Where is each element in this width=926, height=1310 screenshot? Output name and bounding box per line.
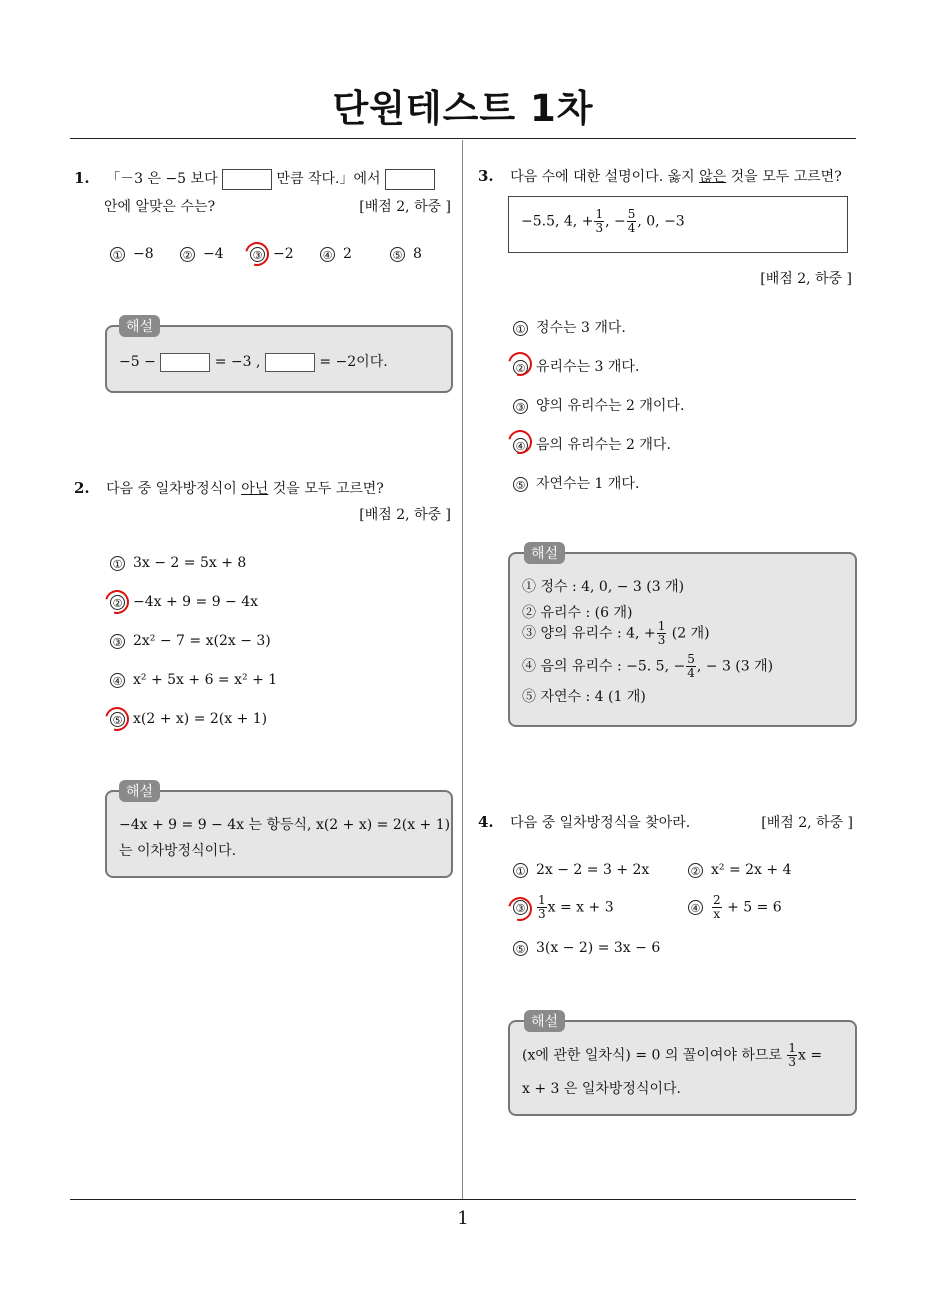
q3-solution-box: [508, 546, 857, 727]
q1-solution-box: [105, 319, 453, 393]
choice-5[interactable]: ⑤ x(2 + x) = 2(x + 1): [110, 711, 440, 750]
answer-blank-box[interactable]: [222, 169, 272, 190]
choice-4[interactable]: ④ x² + 5x + 6 = x² + 1: [110, 672, 440, 711]
solution-tag: 해설: [524, 542, 565, 564]
solution-tag: 해설: [524, 1010, 565, 1032]
blank-box: [160, 353, 210, 372]
page-number: 1: [457, 1208, 469, 1229]
q1-choices: [110, 246, 440, 266]
solution-line: ② 유리수 : (6 개): [522, 605, 633, 621]
column-divider: [462, 140, 463, 1200]
q4-choices: [513, 862, 853, 972]
solution-text: −4x + 9 = 9 − 4x 는 항등식, x(2 + x) = 2(x + 1): [119, 817, 451, 833]
question-3: [478, 166, 863, 186]
number-set-box: [508, 196, 848, 253]
choice-3[interactable]: ③ 2x² − 7 = x(2x − 3): [110, 633, 440, 672]
solution-text: 는 이차방정식이다.: [119, 843, 237, 859]
choice-1[interactable]: ① 3x − 2 = 5x + 8: [110, 555, 440, 594]
choice-3[interactable]: ③ 양의 유리수는 2 개이다.: [513, 395, 843, 434]
footer-rule: [70, 1199, 856, 1200]
number-text: −5.5, 4, +: [521, 213, 594, 230]
score-label: [배점 2, 하중 ]: [359, 198, 451, 215]
question-number: 2.: [74, 479, 90, 497]
question-2: [74, 478, 459, 522]
question-number: 4.: [478, 813, 494, 831]
fraction-numerator: 5: [627, 207, 636, 221]
blank-box: [265, 353, 315, 372]
question-text: 「－3 은 −5 보다: [106, 171, 218, 187]
score-label: [배점 2, 하중 ]: [760, 271, 852, 287]
choice-4[interactable]: ④ 음의 유리수는 2 개다.: [513, 434, 843, 473]
solution-tag: 해설: [119, 780, 160, 802]
choice-2[interactable]: ② x² = 2x + 4: [688, 862, 791, 878]
fraction-denominator: 3: [595, 221, 604, 235]
choice-1[interactable]: ① 정수는 3 개다.: [513, 317, 843, 356]
solution-line: ① 정수 : 4, 0, − 3 (3 개): [522, 579, 685, 595]
fraction-denominator: 4: [627, 221, 636, 235]
choice-1[interactable]: ① 2x − 2 = 3 + 2x: [513, 862, 649, 878]
choice-2[interactable]: ② −4x + 9 = 9 − 4x: [110, 594, 440, 633]
q2-solution-box: [105, 784, 453, 878]
header-rule: [70, 138, 856, 139]
question-1: [74, 168, 459, 216]
page-title: 단원테스트 1차: [332, 87, 594, 130]
question-text-underlined: 아닌: [241, 481, 269, 497]
choice-5[interactable]: ⑤ 3(x − 2) = 3x − 6: [513, 940, 660, 956]
question-text: 만큼 작다.」에서: [276, 171, 381, 187]
number-text: , −: [605, 213, 626, 230]
score-label: [배점 2, 하중 ]: [359, 507, 451, 523]
solution-tag: 해설: [119, 315, 160, 337]
solution-text: = −3 ,: [214, 354, 261, 370]
choice-3[interactable]: ③ $\frac{1}{3}$ x = x + 3: [513, 894, 614, 921]
choice-4[interactable]: ④ 2: [320, 246, 352, 262]
question-text: 다음 수에 대한 설명이다. 옳지: [510, 169, 700, 185]
question-text: 안에 알맞은 수는?: [104, 198, 216, 215]
choice-1[interactable]: ① −8: [110, 246, 154, 262]
question-text: 것을 모두 고르면?: [726, 169, 842, 185]
question-text: 다음 중 일차방정식이: [106, 481, 242, 497]
solution-line: ④ 음의 유리수 : −5. 5, − $\frac{5}{4}$ , − 3 (3 개): [522, 652, 774, 680]
answer-check-mark: [241, 238, 274, 271]
number-text: , 0, −3: [637, 213, 685, 230]
q3-choices: [513, 317, 843, 512]
q2-choices: [110, 555, 440, 750]
solution-text: = −2이다.: [319, 354, 388, 370]
choice-5[interactable]: ⑤ 8: [390, 246, 422, 262]
question-number: 3.: [478, 167, 494, 185]
question-number: 1.: [74, 169, 90, 187]
solution-line: x + 3 은 일차방정식이다.: [522, 1081, 681, 1097]
question-4: [478, 812, 853, 832]
question-text: 다음 중 일차방정식을 찾아라.: [510, 815, 691, 831]
choice-4[interactable]: ④ $\frac{2}{x}$ + 5 = 6: [688, 894, 782, 921]
solution-line: (x에 관한 일차식) = 0 의 꼴이여야 하므로 $\frac{1}{3}$ x =: [522, 1041, 823, 1069]
question-text: 것을 모두 고르면?: [268, 481, 384, 497]
score-label: [배점 2, 하중 ]: [761, 815, 853, 831]
solution-text: −5 −: [119, 354, 156, 370]
question-text-underlined: 않은: [699, 169, 727, 185]
choice-2[interactable]: ② 유리수는 3 개다.: [513, 356, 843, 395]
answer-blank-box[interactable]: [385, 169, 435, 190]
solution-line: ③ 양의 유리수 : 4, + $\frac{1}{3}$ (2 개): [522, 619, 710, 647]
fraction-numerator: 1: [595, 207, 604, 221]
q4-solution-box: [508, 1014, 857, 1116]
choice-2[interactable]: ② −4: [180, 246, 224, 262]
solution-line: ⑤ 자연수 : 4 (1 개): [522, 689, 646, 705]
choice-3[interactable]: ③ −2: [250, 246, 294, 262]
choice-5[interactable]: ⑤ 자연수는 1 개다.: [513, 473, 843, 512]
